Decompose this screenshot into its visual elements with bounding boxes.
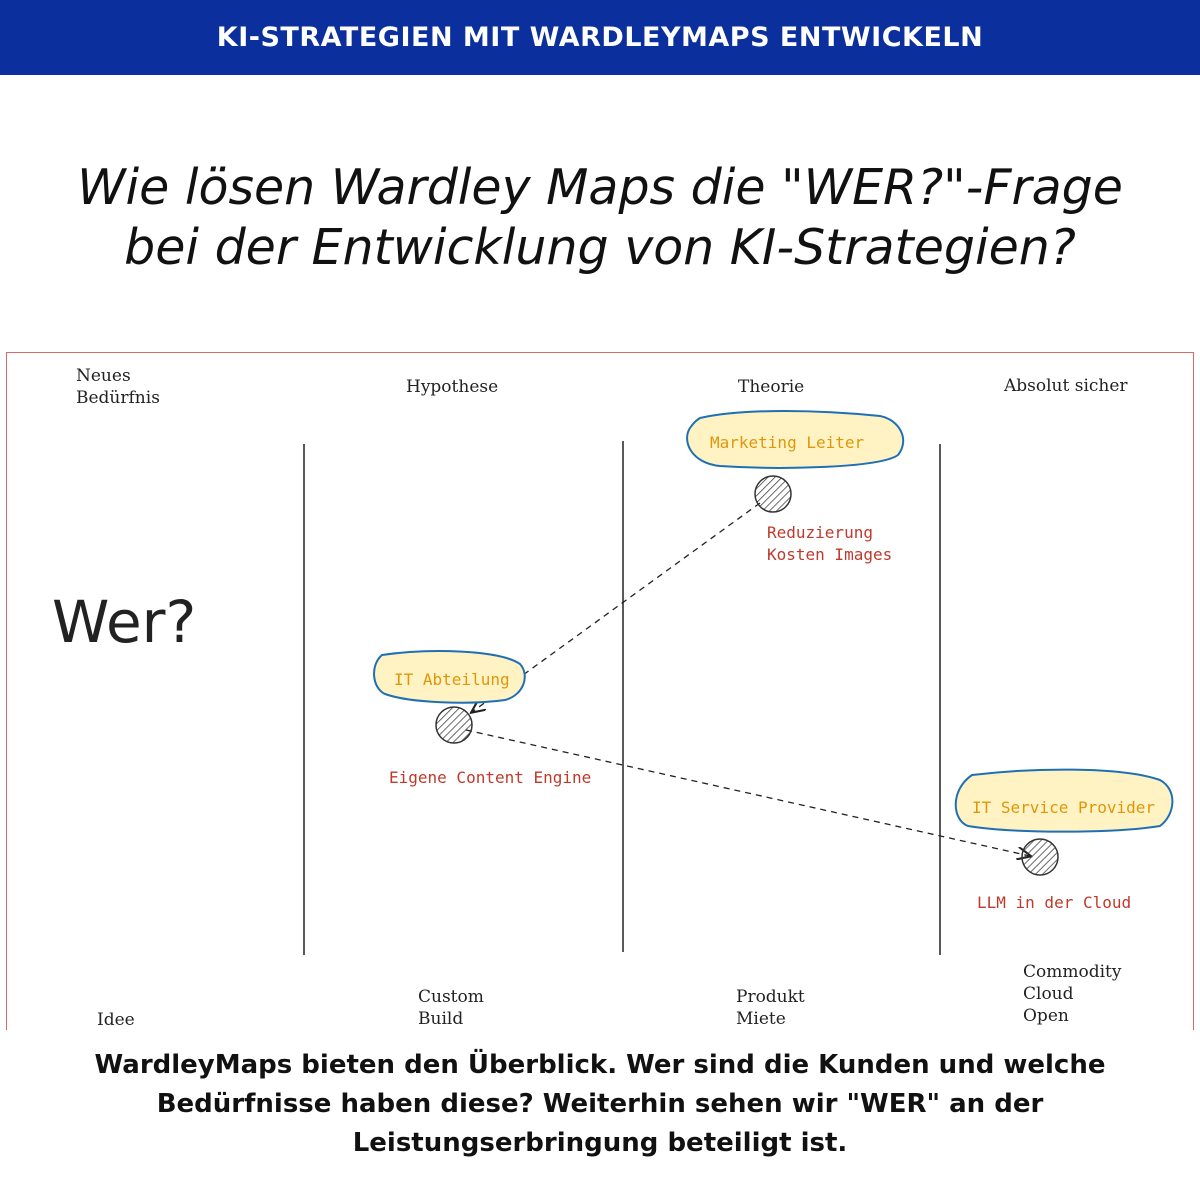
label-idee: Idee [97,1010,135,1030]
component-node-llm [1022,839,1058,875]
label-neues-beduerfnis [76,365,160,409]
headline-line-2: bei der Entwicklung von KI-Strategien? [124,219,1076,276]
component-label-reduzierung-line-1: Reduzierung [767,523,873,542]
dependency-arrow-content-engine-to-llm [466,730,1030,856]
label-neues-line-1: Neues [76,366,131,386]
component-node-content-engine [436,707,472,743]
footer-line-1: WardleyMaps bieten den Überblick. Wer sind die Kunden und welche [94,1050,1106,1080]
actor-label-it-service-provider: IT Service Provider [972,798,1156,817]
footer-line-2: Bedürfnisse haben diese? Weiterhin sehen wir "WER" an der [156,1089,1044,1119]
label-produkt: Produkt [736,987,805,1007]
footer-line-3: Leistungserbringung beteiligt ist. [352,1128,848,1158]
component-label-content-engine: Eigene Content Engine [389,768,592,787]
component-node-reduzierung [755,476,791,512]
label-custom-build [418,986,484,1030]
actor-label-it-abteilung: IT Abteilung [394,670,510,689]
label-custom: Custom [418,987,484,1007]
label-build: Build [418,1009,464,1029]
label-hypothese: Hypothese [406,377,499,397]
label-commodity: Commodity [1023,962,1122,982]
label-miete: Miete [736,1009,786,1029]
label-commodity-cloud-open [1023,961,1121,1027]
label-cloud: Cloud [1023,984,1074,1004]
label-absolut-sicher: Absolut sicher [1004,376,1128,396]
wer-question: Wer? [52,588,197,656]
component-label-reduzierung [767,522,892,566]
banner-title: KI-STRATEGIEN MIT WARDLEYMAPS ENTWICKELN [216,22,984,53]
label-open: Open [1023,1006,1069,1026]
footer-text [0,1046,1200,1163]
label-produkt-miete [736,986,805,1030]
headline-line-1: Wie lösen Wardley Maps die "WER?"-Frage [77,159,1123,216]
actor-label-marketing-leiter: Marketing Leiter [710,433,865,452]
label-theorie: Theorie [738,377,805,397]
component-label-llm: LLM in der Cloud [977,893,1132,912]
label-neues-line-2: Bedürfnis [76,388,160,408]
component-label-reduzierung-line-2: Kosten Images [767,545,893,564]
